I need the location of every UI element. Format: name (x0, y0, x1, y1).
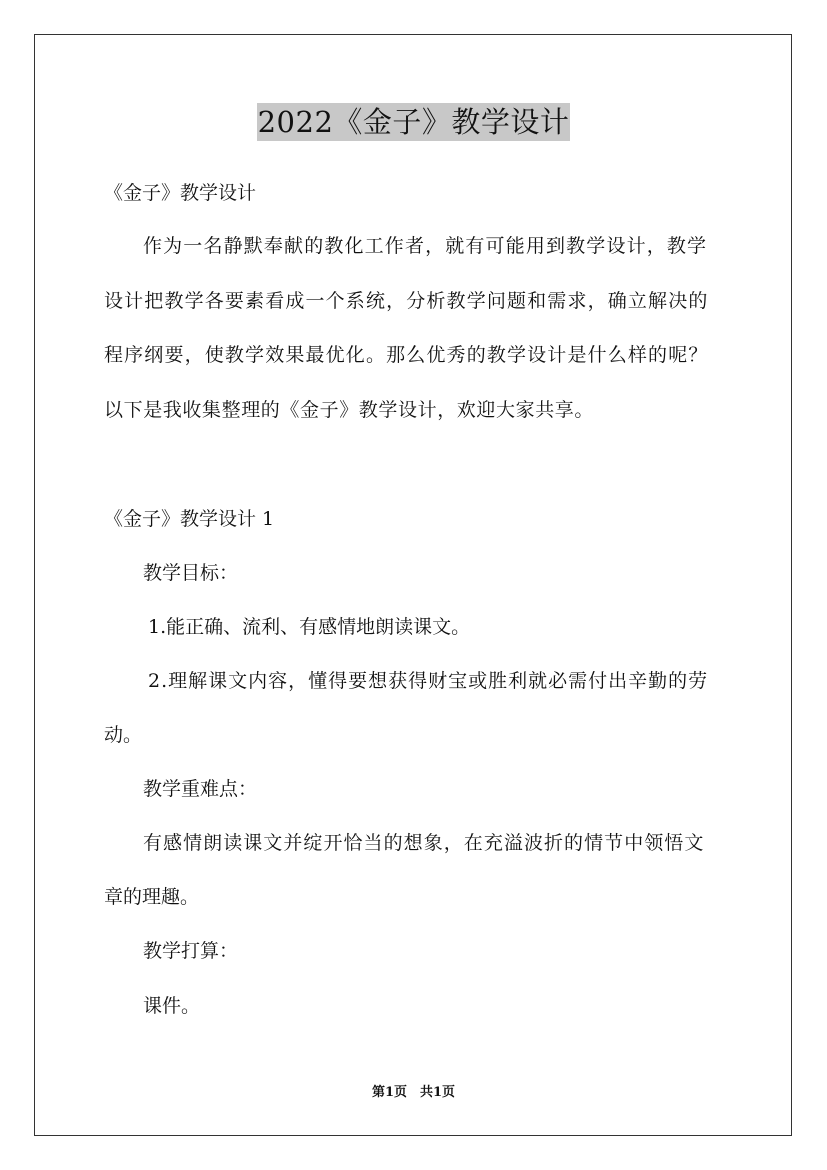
intro-paragraph-line-4: 以下是我收集整理的《金子》教学设计，欢迎大家共享。 (104, 399, 595, 421)
intro-paragraph-line-3: 程序纲要，使教学效果最优化。那么优秀的教学设计是什么样的呢？ (104, 344, 709, 366)
page-number-footer: 第1页 共1页 (371, 1085, 456, 1100)
section-1-heading: 《金子》教学设计 1 (104, 508, 275, 530)
goals-heading: 教学目标： (143, 562, 239, 584)
document-title: 2022《金子》教学设计 (257, 105, 570, 139)
document-title-container (0, 103, 827, 141)
intro-paragraph-line-2: 设计把教学各要素看成一个系统，分析教学问题和需求，确立解决的 (104, 290, 709, 312)
intro-paragraph-line-1: 作为一名静默奉献的教化工作者，就有可能用到教学设计，教学 (143, 235, 708, 257)
goal-2-line-1: 2.理解课文内容，懂得要想获得财宝或胜利就必需付出辛勤的劳 (148, 670, 709, 692)
key-points-line-2: 章的理趣。 (104, 886, 200, 908)
key-points-line-1: 有感情朗读课文并绽开恰当的想象，在充溢波折的情节中领悟文 (143, 832, 705, 854)
intro-heading: 《金子》教学设计 (104, 182, 257, 204)
key-points-heading: 教学重难点： (143, 778, 258, 800)
goal-1: 1.能正确、流利、有感情地朗读课文。 (148, 616, 471, 638)
preparation-heading: 教学打算： (143, 940, 239, 962)
preparation-text: 课件。 (143, 995, 201, 1017)
goal-2-line-2: 动。 (104, 724, 143, 746)
